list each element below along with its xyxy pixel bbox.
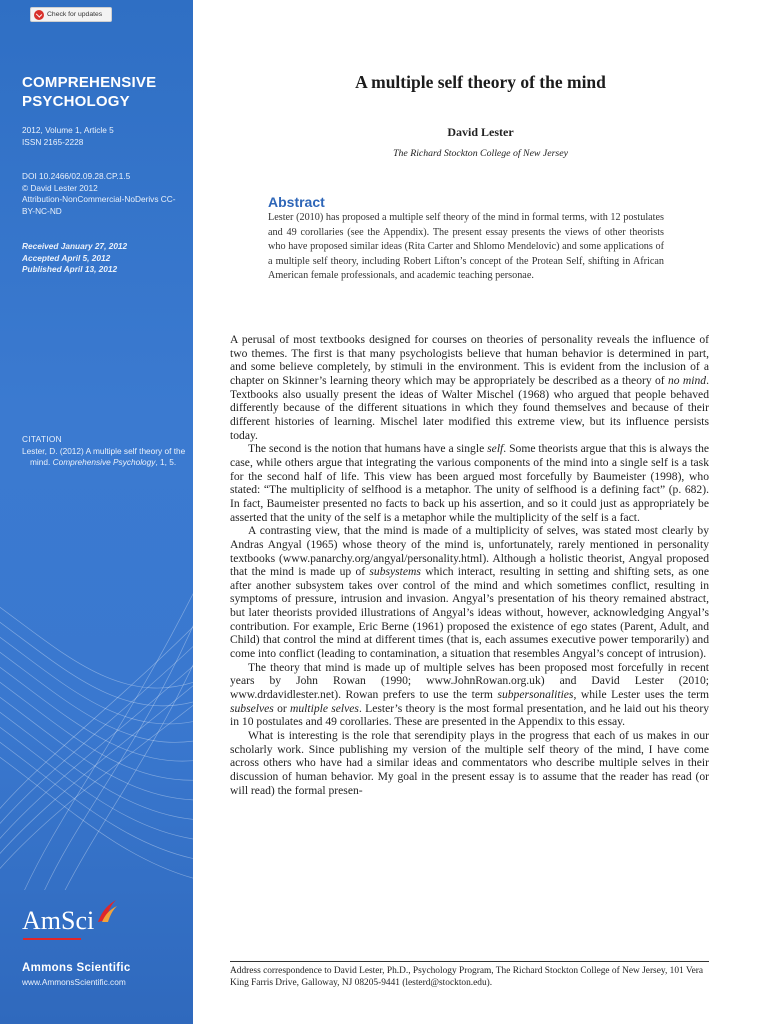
publisher-name: Ammons Scientific (22, 962, 131, 974)
doi-info (22, 171, 187, 217)
publisher-url-link[interactable]: www.AmmonsScientific.com (22, 977, 126, 987)
paragraph-2-text-a: The second is the notion that humans have a single (248, 442, 488, 456)
accepted-date: Accepted April 5, 2012 (22, 252, 111, 263)
published-date: Published April 13, 2012 (22, 264, 118, 275)
paragraph-3-emphasis: subsystems (369, 565, 421, 579)
paragraph-4-text-b: , while Lester uses the term (573, 688, 709, 702)
received-date: Received January 27, 2012 (22, 241, 128, 251)
volume-info (22, 125, 187, 148)
paragraph-1-text-b: . Textbooks also usually present the ideas of Walter Mischel (1968) who argued that people behaved differently because of the different situations in which they found themselves and because of their different histories of learning. Mischel later modified this extreme view, but its influence persists today. (230, 373, 709, 442)
citation-tail: , 1, 5. (155, 457, 177, 468)
paragraph-4-emphasis-1: subpersonalities (497, 688, 574, 702)
paragraph-3 (230, 524, 709, 661)
paragraph-4-emphasis-3: multiple selves (290, 701, 359, 715)
citation-heading: CITATION (22, 434, 62, 444)
author-name: David Lester (447, 125, 514, 139)
paper-title: A multiple self theory of the mind (355, 72, 606, 92)
paragraph-1-emphasis: no mind (667, 373, 707, 387)
paragraph-3-text-b: which interact, resulting in setting and shifting sets, as one after another subsystem takes over control of the mind and which sometimes conflict, resulting in symptoms of pressure, intrusion and invasion. Angyal’s presentation of his theory remained abstract, but later theorists provided illustrations of Angyal’s ideas without, however, acknowledging Angyal’s contribution. For example, Eric Berne (1961) proposed the existence of ego states (Parent, Adult, and Child) that control the mind at different times (that is, each assumes executive power temporarily) and come into conflict (leading to contamination, a situation that resembles Angyal’s concept of intrusion). (230, 565, 709, 661)
citation-block (22, 434, 187, 469)
author-affiliation: The Richard Stockton College of New Jersey (393, 148, 568, 159)
amsci-logo (22, 898, 122, 948)
paragraph-3-text-a: A contrasting view, that the mind is made of a multiplicity of selves, was stated most clearly by Andras Angyal (1965) whose theory of the mind is, unfortunately, rarely mentioned in personality textbooks (www.panarchy.org/angyal/personality.html). Although a holistic theorist, Angyal proposed that the mind is made up of (230, 524, 709, 579)
logo-text: AmSci (22, 906, 95, 935)
copyright: © David Lester 2012 (22, 182, 98, 193)
paragraph-4-emphasis-2: subselves (230, 701, 274, 715)
paragraph-2-emphasis: self (487, 442, 504, 456)
volume-line: 2012, Volume 1, Article 5 (22, 125, 114, 135)
check-updates-icon (34, 10, 44, 20)
license: Attribution-NonCommercial-NoDerivs CC-BY-NC-ND (22, 194, 176, 216)
paragraph-4-text-c: or (273, 701, 290, 715)
paragraph-4-text-a: The theory that mind is made up of multiple selves has been proposed most forcefully in recent years by John Rowan (1990; www.JohnRowan.org.uk) and David Lester (2010; www.drdavidlester.net). Rowan prefers to use the term (230, 660, 709, 702)
journal-sidebar (0, 0, 193, 1024)
check-for-updates-button[interactable] (30, 7, 112, 22)
logo-underline (23, 938, 81, 940)
issn: ISSN 2165-2228 (22, 136, 84, 147)
journal-title: COMPREHENSIVE PSYCHOLOGY (22, 74, 157, 110)
flame-wing-icon (96, 898, 118, 924)
correspondence-footnote: Address correspondence to David Lester, Ph.D., Psychology Program, The Richard Stockton College of New Jersey, 101 Vera King Farris Drive, Galloway, NJ 08205-9441 (lesterd@stockton.edu). (230, 966, 704, 988)
footnote-divider (230, 961, 709, 962)
paragraph-1 (230, 333, 709, 442)
abstract-text: Lester (2010) has proposed a multiple self theory of the mind in formal terms, with 12 postulates and 49 corollaries (see the Appendix). The present essay presents the views of other theorists who have proposed similar ideas (Rita Carter and Shlomo Mendelovic) and some applications of a multiple self theory, including Robert Lifton’s concept of the Protean Self, shifting in African American female professionals, and academic teaching personae. (268, 212, 664, 282)
paragraph-2-text-b: . Some theorists argue that this is always the case, while others argue that integrating the various components of the mind into a single self is a task for the second half of life. This view has been argued most forcefully by Baumeister (1998), who stated: “The multiplicity of selfhood is a metaphor. The unity of selfhood is a defining fact” (p. 682). In fact, Baumeister presented no facts to back up his assertion, and so it could just as appropriately be asserted that the unity of the self is a metaphor while the multiplicity of the self is a fact. (230, 442, 710, 524)
doi: DOI 10.2466/02.09.28.CP.1.5 (22, 171, 131, 181)
decorative-wave-lines (0, 560, 193, 890)
check-updates-label: Check for updates (47, 11, 103, 18)
paragraph-4 (230, 661, 709, 729)
paragraph-1-text-a: A perusal of most textbooks designed for courses on theories of personality reveals the influence of two themes. The first is that many psychologists believe that human behavior is determined in part, and some believe completely, by stimuli in the environment. This is evident from the inclusion of a chapter on Skinner’s learning theory which may be appropriately be described as a theory of (230, 333, 709, 387)
paragraph-2 (230, 442, 709, 524)
citation-journal: Comprehensive Psychology (52, 457, 156, 468)
citation-text (22, 446, 187, 469)
abstract-heading: Abstract (268, 194, 325, 210)
article-body (230, 333, 709, 797)
paragraph-4-text-d: . Lester’s theory is the most formal presentation, and he laid out his theory in 10 postulates and 49 corollaries. These are presented in the Appendix to this essay. (230, 701, 710, 729)
article-column (193, 0, 768, 1024)
paragraph-5: What is interesting is the role that serendipity plays in the progress that each of us makes in our scholarly work. Since publishing my version of the multiple self theory of the mind, I have come across others who have had a similar ideas and commentators who describe multiple selves in their discussion of human behavior. My goal in the present essay is to assume that the reader has read (or will read) the formal presen- (230, 729, 709, 797)
publication-dates (22, 241, 187, 276)
citation-plain: Lester, D. (2012) A multiple self theory of the mind. (22, 445, 186, 468)
